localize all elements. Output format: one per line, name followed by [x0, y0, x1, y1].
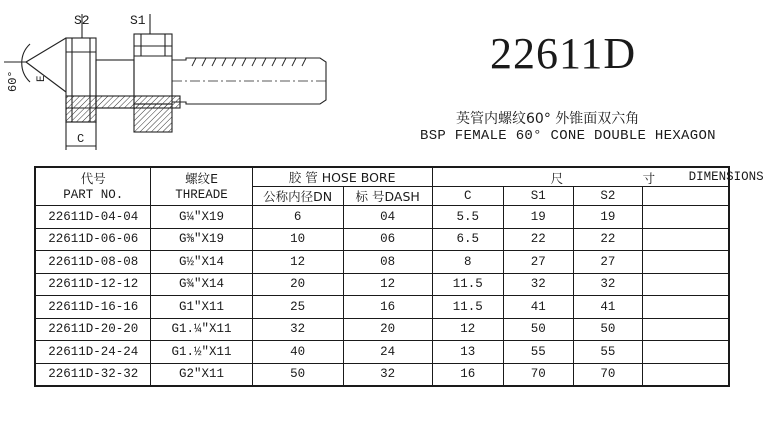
cell-blank	[643, 251, 729, 274]
header-dn: 公称内径DN	[252, 187, 343, 206]
table-row	[35, 363, 729, 386]
header-s1: S1	[503, 187, 573, 206]
cell-s1: 32	[503, 273, 573, 296]
label-s2: S2	[74, 13, 90, 28]
cell-dn: 6	[252, 206, 343, 229]
cell-s1: 19	[503, 206, 573, 229]
cell-dash: 06	[343, 228, 432, 251]
cell-dn: 40	[252, 341, 343, 364]
cell-thread: G1.¼"X11	[151, 318, 252, 341]
cell-dash: 04	[343, 206, 432, 229]
part-number: 22611D	[490, 29, 637, 78]
cell-thread: G½"X14	[151, 251, 252, 274]
header-thread: 螺纹E THREADE	[151, 167, 252, 206]
cell-thread: G¾"X14	[151, 273, 252, 296]
cell-blank	[643, 318, 729, 341]
cell-s1: 27	[503, 251, 573, 274]
cell-part: 22611D-06-06	[35, 228, 151, 251]
table-row	[35, 341, 729, 364]
label-c: C	[77, 132, 85, 146]
cell-blank	[643, 206, 729, 229]
cell-dn: 10	[252, 228, 343, 251]
dimensions-table	[34, 166, 764, 387]
title-chinese: 英管内螺纹60° 外锥面双六角	[456, 111, 640, 127]
cell-s1: 55	[503, 341, 573, 364]
cell-s1: 70	[503, 363, 573, 386]
header-part-no: 代号 PART NO.	[35, 167, 151, 206]
cell-c: 5.5	[432, 206, 503, 229]
cell-thread: G2"X11	[151, 363, 252, 386]
cell-s2: 22	[573, 228, 643, 251]
cell-dash: 24	[343, 341, 432, 364]
cell-blank	[643, 273, 729, 296]
header-hose-bore: 胶 管 HOSE BORE	[252, 167, 432, 187]
cell-c: 8	[432, 251, 503, 274]
cell-s2: 19	[573, 206, 643, 229]
cell-dn: 32	[252, 318, 343, 341]
cell-part: 22611D-32-32	[35, 363, 151, 386]
cell-s2: 27	[573, 251, 643, 274]
cell-part: 22611D-12-12	[35, 273, 151, 296]
cell-c: 11.5	[432, 273, 503, 296]
cone-line-top	[26, 38, 66, 62]
table-row	[35, 296, 729, 319]
cell-dash: 16	[343, 296, 432, 319]
header-blank	[643, 187, 729, 206]
cell-blank	[643, 296, 729, 319]
fitting-drawing	[0, 0, 340, 160]
cell-part: 22611D-24-24	[35, 341, 151, 364]
table-row	[35, 251, 729, 274]
cell-dn: 25	[252, 296, 343, 319]
cell-thread: G⅜"X19	[151, 228, 252, 251]
table-row	[35, 318, 729, 341]
cell-c: 12	[432, 318, 503, 341]
cell-s2: 70	[573, 363, 643, 386]
cell-dn: 12	[252, 251, 343, 274]
cell-s1: 41	[503, 296, 573, 319]
cell-c: 16	[432, 363, 503, 386]
cell-part: 22611D-04-04	[35, 206, 151, 229]
cell-s2: 41	[573, 296, 643, 319]
cell-blank	[643, 228, 729, 251]
cell-thread: G¼"X19	[151, 206, 252, 229]
cell-s2: 50	[573, 318, 643, 341]
hex-s1	[134, 34, 172, 104]
cell-thread: G1"X11	[151, 296, 252, 319]
header-dimensions: 尺 寸 DIMENSIONS	[432, 167, 729, 187]
title-english: BSP FEMALE 60° CONE DOUBLE HEXAGON	[420, 128, 716, 144]
cell-s1: 50	[503, 318, 573, 341]
table-row	[35, 273, 729, 296]
cell-dash: 12	[343, 273, 432, 296]
header-s2: S2	[573, 187, 643, 206]
cell-c: 13	[432, 341, 503, 364]
cell-blank	[643, 363, 729, 386]
header-dash: 标 号DASH	[343, 187, 432, 206]
table-row	[35, 206, 729, 229]
cell-dash: 08	[343, 251, 432, 274]
label-angle: 60°	[6, 70, 20, 92]
cell-c: 11.5	[432, 296, 503, 319]
cell-thread: G1.½"X11	[151, 341, 252, 364]
label-s1: S1	[130, 13, 146, 28]
cell-part: 22611D-16-16	[35, 296, 151, 319]
cell-blank	[643, 341, 729, 364]
cell-dn: 20	[252, 273, 343, 296]
cell-s2: 55	[573, 341, 643, 364]
header-c: C	[432, 187, 503, 206]
cell-s2: 32	[573, 273, 643, 296]
cell-dn: 50	[252, 363, 343, 386]
label-e: E	[36, 75, 48, 82]
cell-part: 22611D-20-20	[35, 318, 151, 341]
cell-c: 6.5	[432, 228, 503, 251]
cell-part: 22611D-08-08	[35, 251, 151, 274]
angle-arc	[22, 44, 30, 82]
cell-dash: 20	[343, 318, 432, 341]
cell-dash: 32	[343, 363, 432, 386]
cell-s1: 22	[503, 228, 573, 251]
table-row	[35, 228, 729, 251]
